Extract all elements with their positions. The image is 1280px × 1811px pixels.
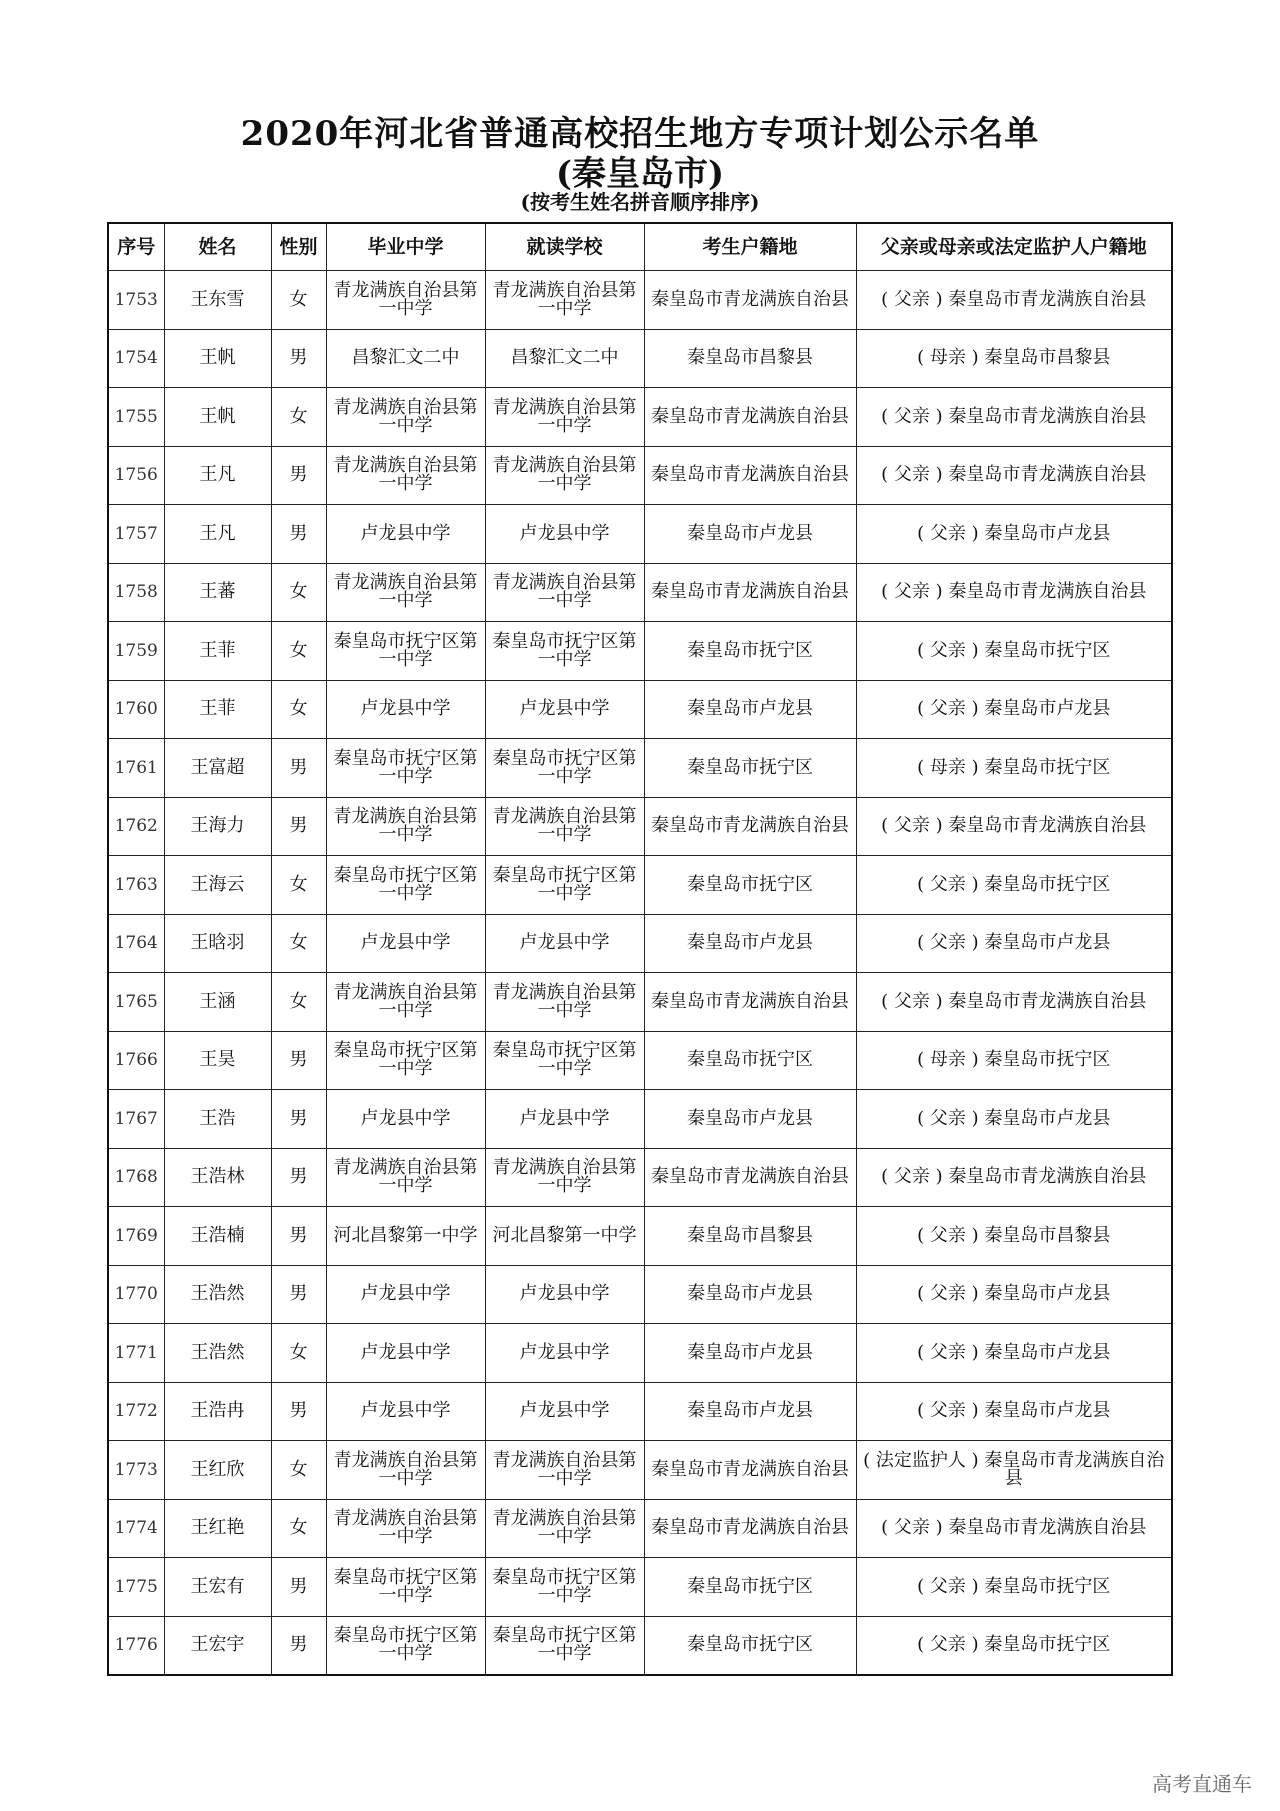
cell-gender: 男	[271, 1031, 326, 1090]
cell-household-registration: 秦皇岛市卢龙县	[644, 505, 856, 564]
cell-current-school: 卢龙县中学	[485, 1382, 644, 1441]
watermark-text: 高考直通车	[1152, 1772, 1252, 1796]
cell-index: 1756	[108, 446, 164, 505]
cell-guardian-registration: ( 父亲 ) 秦皇岛市青龙满族自治县	[856, 388, 1172, 447]
cell-household-registration: 秦皇岛市卢龙县	[644, 1265, 856, 1324]
table-row	[108, 797, 1172, 856]
cell-guardian-registration: ( 父亲 ) 秦皇岛市青龙满族自治县	[856, 1499, 1172, 1558]
cell-graduated-school: 秦皇岛市抚宁区第一中学	[326, 856, 485, 915]
cell-current-school: 秦皇岛市抚宁区第一中学	[485, 1558, 644, 1617]
cell-gender: 女	[271, 1441, 326, 1500]
cell-household-registration: 秦皇岛市卢龙县	[644, 1382, 856, 1441]
cell-gender: 男	[271, 329, 326, 388]
cell-current-school: 秦皇岛市抚宁区第一中学	[485, 1031, 644, 1090]
col-header-gender: 性别	[271, 223, 326, 271]
cell-household-registration: 秦皇岛市抚宁区	[644, 1558, 856, 1617]
table-row	[108, 388, 1172, 447]
cell-index: 1761	[108, 739, 164, 798]
cell-name: 王凡	[164, 505, 271, 564]
table-row	[108, 1382, 1172, 1441]
cell-gender: 男	[271, 797, 326, 856]
cell-current-school: 卢龙县中学	[485, 914, 644, 973]
cell-household-registration: 秦皇岛市卢龙县	[644, 914, 856, 973]
cell-name: 王红艳	[164, 1499, 271, 1558]
cell-gender: 女	[271, 1499, 326, 1558]
table-row	[108, 563, 1172, 622]
cell-index: 1775	[108, 1558, 164, 1617]
cell-index: 1755	[108, 388, 164, 447]
col-header-graduated-school: 毕业中学	[326, 223, 485, 271]
cell-current-school: 秦皇岛市抚宁区第一中学	[485, 739, 644, 798]
cell-index: 1764	[108, 914, 164, 973]
table-row	[108, 1324, 1172, 1383]
cell-current-school: 卢龙县中学	[485, 505, 644, 564]
cell-household-registration: 秦皇岛市青龙满族自治县	[644, 446, 856, 505]
cell-guardian-registration: ( 父亲 ) 秦皇岛市抚宁区	[856, 1616, 1172, 1675]
table-row	[108, 1265, 1172, 1324]
cell-gender: 男	[271, 505, 326, 564]
cell-gender: 男	[271, 1265, 326, 1324]
cell-name: 王浩	[164, 1090, 271, 1149]
table-row	[108, 1148, 1172, 1207]
cell-name: 王海云	[164, 856, 271, 915]
cell-guardian-registration: ( 父亲 ) 秦皇岛市卢龙县	[856, 1382, 1172, 1441]
cell-household-registration: 秦皇岛市抚宁区	[644, 1616, 856, 1675]
cell-graduated-school: 秦皇岛市抚宁区第一中学	[326, 1558, 485, 1617]
cell-index: 1776	[108, 1616, 164, 1675]
table-row	[108, 271, 1172, 330]
cell-gender: 男	[271, 739, 326, 798]
cell-gender: 男	[271, 1382, 326, 1441]
cell-graduated-school: 青龙满族自治县第一中学	[326, 446, 485, 505]
cell-household-registration: 秦皇岛市青龙满族自治县	[644, 1148, 856, 1207]
cell-current-school: 青龙满族自治县第一中学	[485, 1441, 644, 1500]
cell-household-registration: 秦皇岛市卢龙县	[644, 1324, 856, 1383]
cell-name: 王帆	[164, 329, 271, 388]
table-row	[108, 914, 1172, 973]
col-header-guardian-registration: 父亲或母亲或法定监护人户籍地	[856, 223, 1172, 271]
cell-gender: 女	[271, 914, 326, 973]
cell-index: 1753	[108, 271, 164, 330]
page-subtitle: (秦皇岛市)	[555, 154, 725, 194]
cell-graduated-school: 青龙满族自治县第一中学	[326, 797, 485, 856]
cell-guardian-registration: ( 父亲 ) 秦皇岛市抚宁区	[856, 1558, 1172, 1617]
table-row	[108, 973, 1172, 1032]
cell-index: 1774	[108, 1499, 164, 1558]
cell-current-school: 秦皇岛市抚宁区第一中学	[485, 1616, 644, 1675]
cell-guardian-registration: ( 父亲 ) 秦皇岛市卢龙县	[856, 505, 1172, 564]
cell-guardian-registration: ( 父亲 ) 秦皇岛市青龙满族自治县	[856, 973, 1172, 1032]
cell-household-registration: 秦皇岛市青龙满族自治县	[644, 271, 856, 330]
cell-gender: 女	[271, 271, 326, 330]
cell-household-registration: 秦皇岛市抚宁区	[644, 739, 856, 798]
cell-name: 王宏有	[164, 1558, 271, 1617]
table-row	[108, 505, 1172, 564]
cell-graduated-school: 卢龙县中学	[326, 1090, 485, 1149]
cell-gender: 女	[271, 1324, 326, 1383]
table-row	[108, 680, 1172, 739]
cell-current-school: 秦皇岛市抚宁区第一中学	[485, 622, 644, 681]
cell-name: 王菲	[164, 680, 271, 739]
cell-guardian-registration: ( 父亲 ) 秦皇岛市昌黎县	[856, 1207, 1172, 1266]
cell-guardian-registration: ( 父亲 ) 秦皇岛市卢龙县	[856, 914, 1172, 973]
cell-name: 王昊	[164, 1031, 271, 1090]
cell-index: 1757	[108, 505, 164, 564]
cell-guardian-registration: ( 父亲 ) 秦皇岛市卢龙县	[856, 1265, 1172, 1324]
cell-gender: 男	[271, 1207, 326, 1266]
cell-guardian-registration: ( 母亲 ) 秦皇岛市抚宁区	[856, 739, 1172, 798]
cell-graduated-school: 青龙满族自治县第一中学	[326, 563, 485, 622]
cell-graduated-school: 青龙满族自治县第一中学	[326, 1441, 485, 1500]
cell-current-school: 卢龙县中学	[485, 1265, 644, 1324]
cell-current-school: 河北昌黎第一中学	[485, 1207, 644, 1266]
cell-current-school: 青龙满族自治县第一中学	[485, 1499, 644, 1558]
roster-table	[107, 222, 1173, 1676]
cell-current-school: 卢龙县中学	[485, 680, 644, 739]
cell-guardian-registration: ( 父亲 ) 秦皇岛市抚宁区	[856, 856, 1172, 915]
cell-graduated-school: 青龙满族自治县第一中学	[326, 388, 485, 447]
cell-current-school: 卢龙县中学	[485, 1324, 644, 1383]
table-row	[108, 1090, 1172, 1149]
cell-current-school: 青龙满族自治县第一中学	[485, 271, 644, 330]
cell-gender: 男	[271, 1558, 326, 1617]
cell-name: 王富超	[164, 739, 271, 798]
cell-gender: 女	[271, 388, 326, 447]
cell-guardian-registration: ( 父亲 ) 秦皇岛市青龙满族自治县	[856, 1148, 1172, 1207]
cell-graduated-school: 卢龙县中学	[326, 1265, 485, 1324]
cell-current-school: 青龙满族自治县第一中学	[485, 446, 644, 505]
cell-name: 王东雪	[164, 271, 271, 330]
cell-current-school: 青龙满族自治县第一中学	[485, 1148, 644, 1207]
cell-household-registration: 秦皇岛市卢龙县	[644, 1090, 856, 1149]
col-header-household-registration: 考生户籍地	[644, 223, 856, 271]
cell-gender: 女	[271, 973, 326, 1032]
table-row	[108, 739, 1172, 798]
cell-graduated-school: 青龙满族自治县第一中学	[326, 1499, 485, 1558]
cell-index: 1763	[108, 856, 164, 915]
cell-name: 王蕃	[164, 563, 271, 622]
cell-name: 王宏宇	[164, 1616, 271, 1675]
cell-household-registration: 秦皇岛市青龙满族自治县	[644, 1499, 856, 1558]
cell-name: 王晗羽	[164, 914, 271, 973]
cell-index: 1770	[108, 1265, 164, 1324]
cell-guardian-registration: ( 父亲 ) 秦皇岛市卢龙县	[856, 680, 1172, 739]
cell-graduated-school: 卢龙县中学	[326, 1324, 485, 1383]
cell-graduated-school: 河北昌黎第一中学	[326, 1207, 485, 1266]
cell-name: 王菲	[164, 622, 271, 681]
cell-index: 1766	[108, 1031, 164, 1090]
cell-graduated-school: 昌黎汇文二中	[326, 329, 485, 388]
col-header-name: 姓名	[164, 223, 271, 271]
table-row	[108, 1558, 1172, 1617]
cell-graduated-school: 卢龙县中学	[326, 1382, 485, 1441]
cell-current-school: 昌黎汇文二中	[485, 329, 644, 388]
cell-graduated-school: 青龙满族自治县第一中学	[326, 1148, 485, 1207]
cell-index: 1758	[108, 563, 164, 622]
table-row	[108, 1031, 1172, 1090]
cell-current-school: 秦皇岛市抚宁区第一中学	[485, 856, 644, 915]
cell-household-registration: 秦皇岛市青龙满族自治县	[644, 797, 856, 856]
cell-graduated-school: 秦皇岛市抚宁区第一中学	[326, 1031, 485, 1090]
table-header-row	[108, 223, 1172, 271]
cell-index: 1772	[108, 1382, 164, 1441]
cell-current-school: 青龙满族自治县第一中学	[485, 973, 644, 1032]
cell-current-school: 青龙满族自治县第一中学	[485, 797, 644, 856]
cell-household-registration: 秦皇岛市青龙满族自治县	[644, 1441, 856, 1500]
cell-name: 王海力	[164, 797, 271, 856]
cell-household-registration: 秦皇岛市昌黎县	[644, 1207, 856, 1266]
cell-graduated-school: 秦皇岛市抚宁区第一中学	[326, 1616, 485, 1675]
cell-name: 王浩冉	[164, 1382, 271, 1441]
table-row	[108, 1441, 1172, 1500]
col-header-current-school: 就读学校	[485, 223, 644, 271]
cell-name: 王浩林	[164, 1148, 271, 1207]
cell-guardian-registration: ( 父亲 ) 秦皇岛市青龙满族自治县	[856, 563, 1172, 622]
cell-index: 1769	[108, 1207, 164, 1266]
page-title: 2020年河北省普通高校招生地方专项计划公示名单	[240, 114, 1040, 154]
cell-gender: 女	[271, 622, 326, 681]
cell-name: 王浩然	[164, 1265, 271, 1324]
cell-guardian-registration: ( 父亲 ) 秦皇岛市青龙满族自治县	[856, 797, 1172, 856]
cell-current-school: 青龙满族自治县第一中学	[485, 388, 644, 447]
cell-index: 1762	[108, 797, 164, 856]
table-row	[108, 1499, 1172, 1558]
cell-guardian-registration: ( 父亲 ) 秦皇岛市抚宁区	[856, 622, 1172, 681]
cell-gender: 男	[271, 1148, 326, 1207]
col-header-index: 序号	[108, 223, 164, 271]
cell-index: 1768	[108, 1148, 164, 1207]
cell-guardian-registration: ( 父亲 ) 秦皇岛市卢龙县	[856, 1324, 1172, 1383]
cell-graduated-school: 青龙满族自治县第一中学	[326, 973, 485, 1032]
cell-index: 1773	[108, 1441, 164, 1500]
cell-graduated-school: 秦皇岛市抚宁区第一中学	[326, 739, 485, 798]
cell-household-registration: 秦皇岛市抚宁区	[644, 856, 856, 915]
cell-guardian-registration: ( 母亲 ) 秦皇岛市抚宁区	[856, 1031, 1172, 1090]
cell-gender: 女	[271, 680, 326, 739]
table-row	[108, 856, 1172, 915]
cell-index: 1765	[108, 973, 164, 1032]
cell-household-registration: 秦皇岛市青龙满族自治县	[644, 973, 856, 1032]
cell-name: 王凡	[164, 446, 271, 505]
cell-gender: 男	[271, 1616, 326, 1675]
cell-index: 1754	[108, 329, 164, 388]
cell-guardian-registration: ( 父亲 ) 秦皇岛市青龙满族自治县	[856, 446, 1172, 505]
table-row	[108, 622, 1172, 681]
cell-household-registration: 秦皇岛市青龙满族自治县	[644, 563, 856, 622]
cell-household-registration: 秦皇岛市青龙满族自治县	[644, 388, 856, 447]
cell-gender: 男	[271, 446, 326, 505]
table-row	[108, 446, 1172, 505]
cell-name: 王浩楠	[164, 1207, 271, 1266]
cell-household-registration: 秦皇岛市昌黎县	[644, 329, 856, 388]
cell-graduated-school: 卢龙县中学	[326, 505, 485, 564]
cell-graduated-school: 卢龙县中学	[326, 914, 485, 973]
cell-guardian-registration: ( 父亲 ) 秦皇岛市青龙满族自治县	[856, 271, 1172, 330]
cell-gender: 女	[271, 563, 326, 622]
cell-index: 1767	[108, 1090, 164, 1149]
cell-current-school: 卢龙县中学	[485, 1090, 644, 1149]
cell-graduated-school: 青龙满族自治县第一中学	[326, 271, 485, 330]
cell-household-registration: 秦皇岛市卢龙县	[644, 680, 856, 739]
cell-graduated-school: 卢龙县中学	[326, 680, 485, 739]
sort-note: (按考生姓名拼音顺序排序)	[520, 190, 760, 214]
table-row	[108, 1616, 1172, 1675]
cell-gender: 女	[271, 856, 326, 915]
cell-index: 1759	[108, 622, 164, 681]
cell-household-registration: 秦皇岛市抚宁区	[644, 1031, 856, 1090]
cell-guardian-registration: ( 母亲 ) 秦皇岛市昌黎县	[856, 329, 1172, 388]
cell-index: 1760	[108, 680, 164, 739]
cell-current-school: 青龙满族自治县第一中学	[485, 563, 644, 622]
cell-guardian-registration: ( 法定监护人 ) 秦皇岛市青龙满族自治县	[856, 1441, 1172, 1500]
table-row	[108, 1207, 1172, 1266]
cell-name: 王涵	[164, 973, 271, 1032]
cell-name: 王红欣	[164, 1441, 271, 1500]
cell-graduated-school: 秦皇岛市抚宁区第一中学	[326, 622, 485, 681]
cell-household-registration: 秦皇岛市抚宁区	[644, 622, 856, 681]
cell-name: 王帆	[164, 388, 271, 447]
cell-name: 王浩然	[164, 1324, 271, 1383]
cell-index: 1771	[108, 1324, 164, 1383]
cell-gender: 男	[271, 1090, 326, 1149]
cell-guardian-registration: ( 父亲 ) 秦皇岛市卢龙县	[856, 1090, 1172, 1149]
table-row	[108, 329, 1172, 388]
